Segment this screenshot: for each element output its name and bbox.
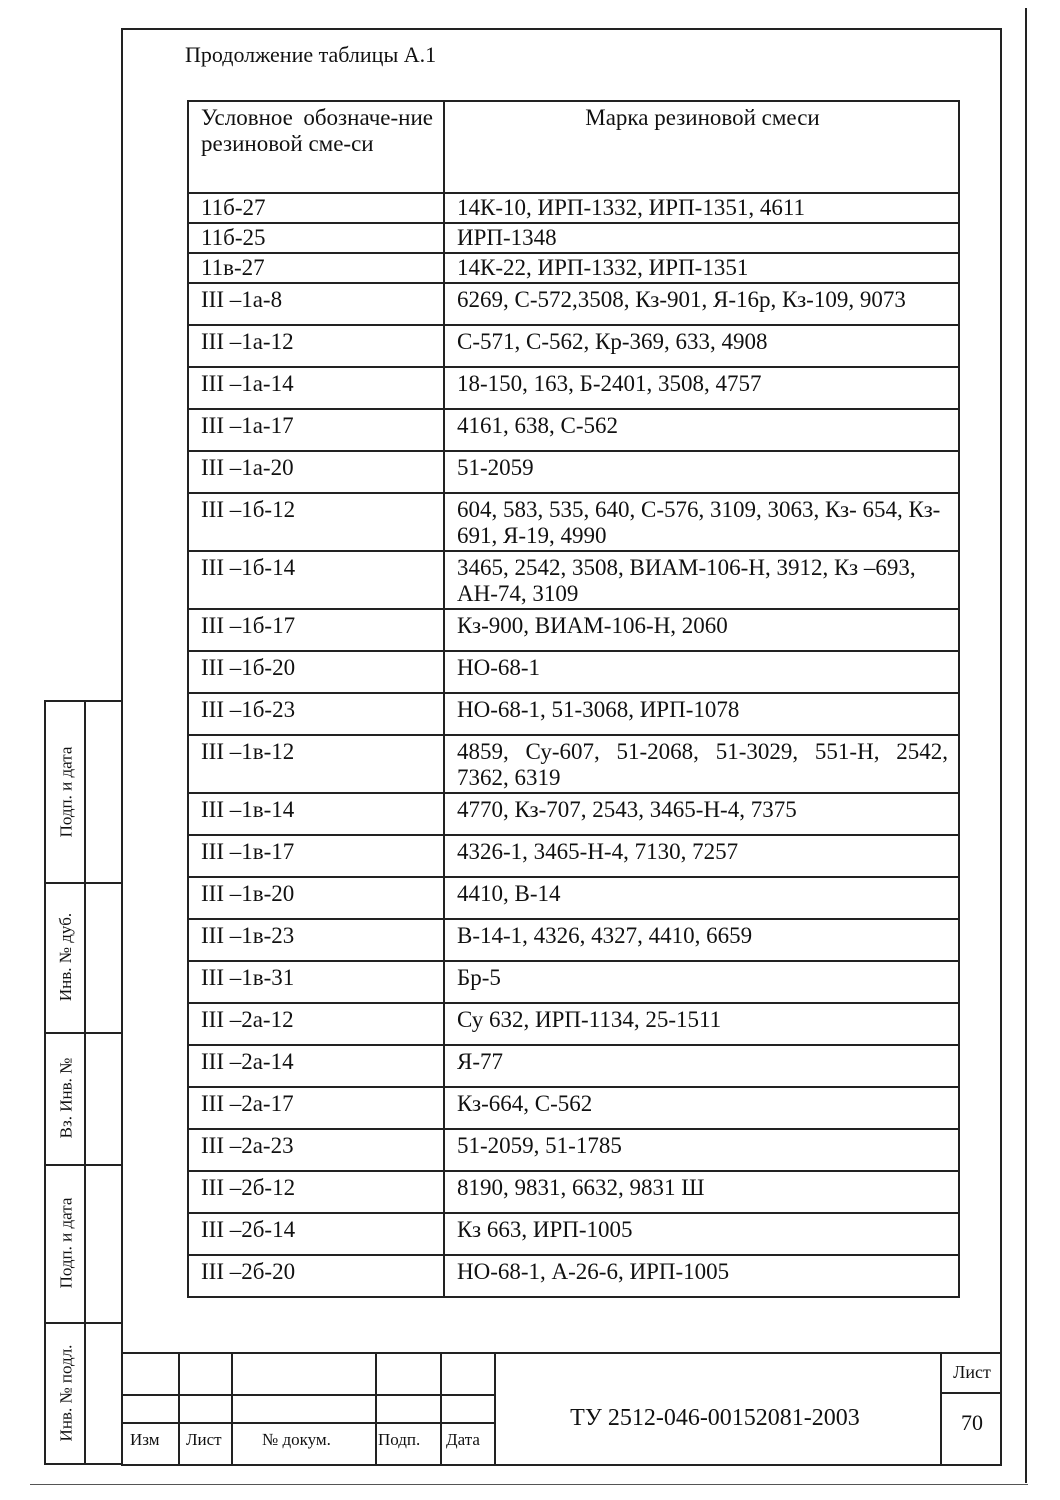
compound-designation: III –1б-23 <box>188 693 444 735</box>
compound-grades: 604, 583, 535, 640, С-576, 3109, 3063, Кз- 654, Кз- 691, Я-19, 4990 <box>444 493 959 551</box>
col-date: Дата <box>446 1430 480 1449</box>
compound-grades: 14К-10, ИРП-1332, ИРП-1351, 4611 <box>444 193 959 223</box>
compound-designation: III –1б-12 <box>188 493 444 551</box>
frame-right-border <box>1000 28 1002 1466</box>
compound-designation: III –2б-20 <box>188 1255 444 1297</box>
frame-top-border <box>121 28 1002 30</box>
side-label-replace-inv: Вз. Инв. № <box>56 1057 75 1139</box>
compound-grades: 4161, 638, С-562 <box>444 409 959 451</box>
compound-grades: Кз-900, ВИАМ-106-Н, 2060 <box>444 609 959 651</box>
compound-grades: ИРП-1348 <box>444 223 959 253</box>
compound-grades: Су 632, ИРП-1134, 25-1511 <box>444 1003 959 1045</box>
compound-grades: Кз-664, С-562 <box>444 1087 959 1129</box>
table-row <box>188 1003 959 1045</box>
rubber-compound-table <box>187 100 960 1298</box>
compound-grades: 18-150, 163, Б-2401, 3508, 4757 <box>444 367 959 409</box>
compound-designation: III –1в-14 <box>188 793 444 835</box>
compound-grades: Кз 663, ИРП-1005 <box>444 1213 959 1255</box>
tb-line <box>231 1354 233 1464</box>
table-row <box>188 409 959 451</box>
compound-grades: 51-2059 <box>444 451 959 493</box>
compound-grades: 6269, С-572,3508, Кз-901, Я-16р, Кз-109, 9073 <box>444 283 959 325</box>
compound-designation: 11б-27 <box>188 193 444 223</box>
compound-designation: 11б-25 <box>188 223 444 253</box>
compound-designation: III –1в-20 <box>188 877 444 919</box>
table-row <box>188 1213 959 1255</box>
side-label-sign-date: Подп. и дата <box>56 746 76 838</box>
table-row <box>188 193 959 223</box>
compound-grades: 4770, Кз-707, 2543, 3465-Н-4, 7375 <box>444 793 959 835</box>
side-label-dup-inv: Инв. № дуб. <box>56 912 76 1002</box>
compound-grades: НО-68-1, 51-3068, ИРП-1078 <box>444 693 959 735</box>
col-doc-number: № докум. <box>262 1430 331 1449</box>
compound-grades: Я-77 <box>444 1045 959 1087</box>
compound-grades: 4410, В-14 <box>444 877 959 919</box>
table-row <box>188 877 959 919</box>
side-stamp-vline <box>84 702 86 1463</box>
table-row <box>188 367 959 409</box>
page-bottom-line <box>30 1484 1028 1485</box>
table-row <box>188 609 959 651</box>
compound-designation: III –1а-12 <box>188 325 444 367</box>
compound-grades: Бр-5 <box>444 961 959 1003</box>
compound-designation: III –1в-23 <box>188 919 444 961</box>
compound-grades: 4859, Су-607, 51-2068, 51-3029, 551-Н, 2542, 7362, 6319 <box>444 735 959 793</box>
table-row <box>188 325 959 367</box>
compound-designation: III –2а-17 <box>188 1087 444 1129</box>
compound-designation: III –1б-17 <box>188 609 444 651</box>
sheet-label: Лист <box>953 1362 991 1382</box>
table-row <box>188 551 959 609</box>
table-row <box>188 283 959 325</box>
table-caption: Продолжение таблицы А.1 <box>185 42 437 67</box>
compound-grades: В-14-1, 4326, 4327, 4410, 6659 <box>444 919 959 961</box>
tb-line <box>178 1354 180 1464</box>
side-stamp <box>44 700 123 1465</box>
compound-grades: С-571, С-562, Кр-369, 633, 4908 <box>444 325 959 367</box>
compound-grades: 8190, 9831, 6632, 9831 Ш <box>444 1171 959 1213</box>
table-row <box>188 1255 959 1297</box>
table-header-row <box>188 101 959 193</box>
compound-designation: III –1а-14 <box>188 367 444 409</box>
header-designation: Условное обозначе-ние резиновой сме-си <box>188 101 444 193</box>
tb-line <box>375 1354 377 1464</box>
side-label-orig-inv: Инв. № подл. <box>56 1344 75 1442</box>
table-row <box>188 1087 959 1129</box>
page-edge-line <box>1025 8 1027 1483</box>
table-row <box>188 793 959 835</box>
tb-line <box>123 1422 496 1424</box>
table-row <box>188 693 959 735</box>
compound-designation: III –1б-14 <box>188 551 444 609</box>
compound-designation: III –1а-20 <box>188 451 444 493</box>
compound-grades: 4326-1, 3465-Н-4, 7130, 7257 <box>444 835 959 877</box>
col-signature: Подп. <box>378 1430 421 1449</box>
table-row <box>188 735 959 793</box>
col-sheet: Лист <box>186 1430 222 1449</box>
compound-designation: III –1а-8 <box>188 283 444 325</box>
compound-designation: III –2б-12 <box>188 1171 444 1213</box>
tb-line <box>940 1354 942 1464</box>
compound-designation: III –2а-14 <box>188 1045 444 1087</box>
tb-line <box>940 1392 1002 1394</box>
col-change: Изм <box>130 1430 160 1449</box>
compound-designation: III –1в-31 <box>188 961 444 1003</box>
compound-designation: 11в-27 <box>188 253 444 283</box>
tb-line <box>440 1354 442 1464</box>
table-row <box>188 961 959 1003</box>
table-row <box>188 651 959 693</box>
table-row <box>188 835 959 877</box>
compound-designation: III –1б-20 <box>188 651 444 693</box>
document-number: ТУ 2512-046-00152081-2003 <box>570 1405 860 1431</box>
compound-grades: 3465, 2542, 3508, ВИАМ-106-Н, 3912, Кз –693, АН-74, 3109 <box>444 551 959 609</box>
table-row <box>188 1129 959 1171</box>
table-row <box>188 919 959 961</box>
compound-designation: III –2б-14 <box>188 1213 444 1255</box>
header-grade: Марка резиновой смеси <box>444 101 959 193</box>
table-row <box>188 1171 959 1213</box>
compound-designation: III –2а-23 <box>188 1129 444 1171</box>
tb-line <box>123 1394 496 1396</box>
compound-designation: III –1в-17 <box>188 835 444 877</box>
side-label-sign-date-2: Подп. и дата <box>56 1197 76 1289</box>
table-row <box>188 451 959 493</box>
table-row <box>188 253 959 283</box>
compound-grades: 51-2059, 51-1785 <box>444 1129 959 1171</box>
compound-designation: III –2а-12 <box>188 1003 444 1045</box>
sheet-number: 70 <box>961 1410 983 1435</box>
compound-grades: НО-68-1 <box>444 651 959 693</box>
table-row <box>188 493 959 551</box>
table-row <box>188 1045 959 1087</box>
table-row <box>188 223 959 253</box>
compound-designation: III –1в-12 <box>188 735 444 793</box>
compound-designation: III –1а-17 <box>188 409 444 451</box>
compound-grades: НО-68-1, А-26-6, ИРП-1005 <box>444 1255 959 1297</box>
compound-grades: 14К-22, ИРП-1332, ИРП-1351 <box>444 253 959 283</box>
